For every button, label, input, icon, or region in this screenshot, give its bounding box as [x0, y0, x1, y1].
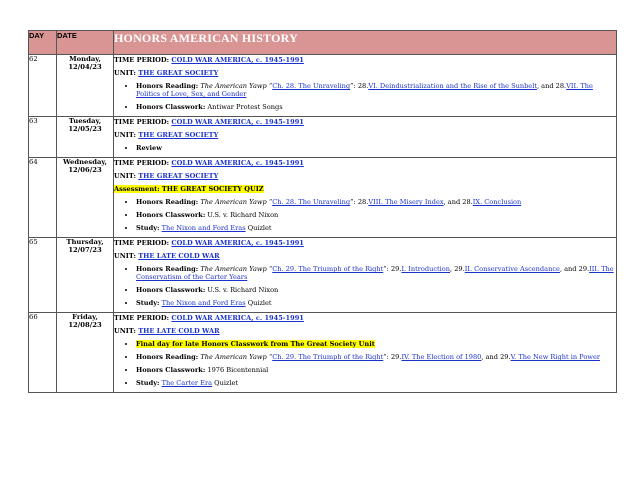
quizlet-link[interactable]: The Nixon and Ford Eras [161, 224, 246, 232]
book-title: The American Yawp [200, 82, 267, 90]
weekday: Wednesday, [62, 158, 108, 166]
list-item [136, 198, 616, 206]
section-link[interactable]: III. The Conservatism of the Carter Years [136, 265, 614, 281]
chapter-link[interactable]: Ch. 29. The Triumph of the Right [272, 353, 384, 361]
section-prefix: ”: 28. [350, 198, 369, 206]
weekday: Thursday, [66, 238, 104, 246]
date-cell [57, 313, 114, 393]
item-label: Honors Classwork: [136, 286, 206, 294]
item-text: U.S. v. Richard Nixon [207, 211, 279, 219]
section-link[interactable]: VII. The Politics of Love, Sex, and Gender [136, 82, 593, 98]
lesson-cell [114, 55, 617, 117]
day-number: 62 [29, 55, 57, 117]
quote-open: “ [268, 353, 273, 361]
item-label: Honors Reading: [136, 82, 199, 90]
quote-open: “ [268, 265, 273, 273]
period-label: TIME PERIOD: [114, 239, 170, 247]
period-label: TIME PERIOD: [114, 314, 170, 322]
section-prefix: ”: 29. [383, 265, 402, 273]
header-row [29, 31, 617, 55]
section-link[interactable]: IV. The Election of 1980 [401, 353, 482, 361]
list-item [136, 265, 616, 281]
book-title: The American Yawp [200, 265, 267, 273]
separator-text: , and 29. [559, 265, 590, 273]
unit-link[interactable]: THE GREAT SOCIETY [138, 131, 219, 139]
day-column-header: DAY [29, 31, 57, 55]
weekday: Friday, [72, 313, 98, 321]
section-prefix: ”: 28. [350, 82, 369, 90]
table-row [29, 313, 617, 393]
section-link[interactable]: VI. Deindustrialization and the Rise of the Sunbelt [368, 82, 537, 90]
item-label: Honors Reading: [136, 198, 199, 206]
period-link[interactable]: COLD WAR AMERICA, c. 1945-1991 [171, 314, 304, 322]
list-item [136, 340, 616, 348]
period-link[interactable]: COLD WAR AMERICA, c. 1945-1991 [171, 159, 304, 167]
item-label: Study: [136, 224, 160, 232]
section-link[interactable]: IX. Conclusion [472, 198, 522, 206]
day-number: 63 [29, 117, 57, 158]
course-title: HONORS AMERICAN HISTORY [114, 31, 617, 55]
date-value: 12/04/23 [68, 63, 102, 71]
unit-link[interactable]: THE GREAT SOCIETY [138, 172, 219, 180]
period-label: TIME PERIOD: [114, 118, 170, 126]
unit-label: UNIT: [114, 327, 136, 335]
date-column-header: DATE [57, 31, 114, 55]
date-value: 12/05/23 [68, 125, 102, 133]
item-label: Honors Classwork: [136, 366, 206, 374]
list-item [136, 211, 616, 219]
list-item [136, 299, 616, 307]
chapter-link[interactable]: Ch. 28. The Unraveling [272, 198, 351, 206]
item-label: Honors Reading: [136, 353, 199, 361]
section-prefix: ”: 29. [383, 353, 402, 361]
list-item [136, 353, 616, 361]
period-link[interactable]: COLD WAR AMERICA, c. 1945-1991 [171, 56, 304, 64]
date-value: 12/06/23 [68, 166, 102, 174]
chapter-link[interactable]: Ch. 29. The Triumph of the Right [272, 265, 384, 273]
section-link[interactable]: II. Conservative Ascendance [464, 265, 560, 273]
book-title: The American Yawp [200, 353, 267, 361]
date-cell [57, 55, 114, 117]
list-item [136, 379, 616, 387]
list-item [136, 224, 616, 232]
unit-link[interactable]: THE LATE COLD WAR [138, 252, 220, 260]
unit-link[interactable]: THE LATE COLD WAR [138, 327, 220, 335]
date-value: 12/07/23 [68, 246, 102, 254]
item-label: Honors Reading: [136, 265, 199, 273]
table-row [29, 117, 617, 158]
unit-link[interactable]: THE GREAT SOCIETY [138, 69, 219, 77]
quote-open: “ [268, 82, 273, 90]
lesson-cell [114, 158, 617, 238]
assessment-banner: Assessment: THE GREAT SOCIETY QUIZ [114, 185, 264, 193]
book-title: The American Yawp [200, 198, 267, 206]
item-text: Antiwar Protest Songs [207, 103, 283, 111]
chapter-link[interactable]: Ch. 28. The Unraveling [272, 82, 351, 90]
day-number: 65 [29, 238, 57, 313]
date-value: 12/08/23 [68, 321, 102, 329]
unit-label: UNIT: [114, 172, 136, 180]
item-text: U.S. v. Richard Nixon [207, 286, 279, 294]
date-cell [57, 117, 114, 158]
unit-label: UNIT: [114, 69, 136, 77]
period-link[interactable]: COLD WAR AMERICA, c. 1945-1991 [171, 118, 304, 126]
list-item [136, 82, 616, 98]
item-text: Quizlet [247, 224, 272, 232]
item-label: Honors Classwork: [136, 103, 206, 111]
date-cell [57, 238, 114, 313]
list-item [136, 366, 616, 374]
late-work-notice: Final day for late Honors Classwork from The Great Society Unit [136, 340, 375, 348]
unit-label: UNIT: [114, 252, 136, 260]
lesson-cell [114, 313, 617, 393]
period-link[interactable]: COLD WAR AMERICA, c. 1945-1991 [171, 239, 304, 247]
separator-text: , and 29. [481, 353, 511, 361]
item-text: Quizlet [247, 299, 272, 307]
weekday: Monday, [69, 55, 101, 63]
quizlet-link[interactable]: The Nixon and Ford Eras [161, 299, 246, 307]
unit-label: UNIT: [114, 131, 136, 139]
day-number: 66 [29, 313, 57, 393]
item-label: Review [136, 144, 162, 152]
weekday: Tuesday, [68, 117, 102, 125]
lesson-cell [114, 117, 617, 158]
separator-text: , and 28. [443, 198, 473, 206]
list-item [136, 144, 616, 152]
item-label: Honors Classwork: [136, 211, 206, 219]
date-cell [57, 158, 114, 238]
quizlet-link[interactable]: The Carter Era [161, 379, 213, 387]
section-link[interactable]: I. Introduction [401, 265, 451, 273]
separator-text: , 29. [450, 265, 465, 273]
list-item [136, 286, 616, 294]
item-label: Study: [136, 379, 160, 387]
lesson-cell [114, 238, 617, 313]
table-row [29, 238, 617, 313]
period-label: TIME PERIOD: [114, 159, 170, 167]
quote-open: “ [268, 198, 273, 206]
item-text: Quizlet [214, 379, 239, 387]
separator-text: , and 28. [536, 82, 567, 90]
day-number: 64 [29, 158, 57, 238]
section-link[interactable]: VIII. The Misery Index [368, 198, 444, 206]
list-item [136, 103, 616, 111]
item-label: Study: [136, 299, 160, 307]
schedule-table [28, 30, 617, 393]
period-label: TIME PERIOD: [114, 56, 170, 64]
table-row [29, 55, 617, 117]
table-row [29, 158, 617, 238]
item-text: 1976 Bicentennial [207, 366, 269, 374]
section-link[interactable]: V. The New Right in Power [510, 353, 601, 361]
